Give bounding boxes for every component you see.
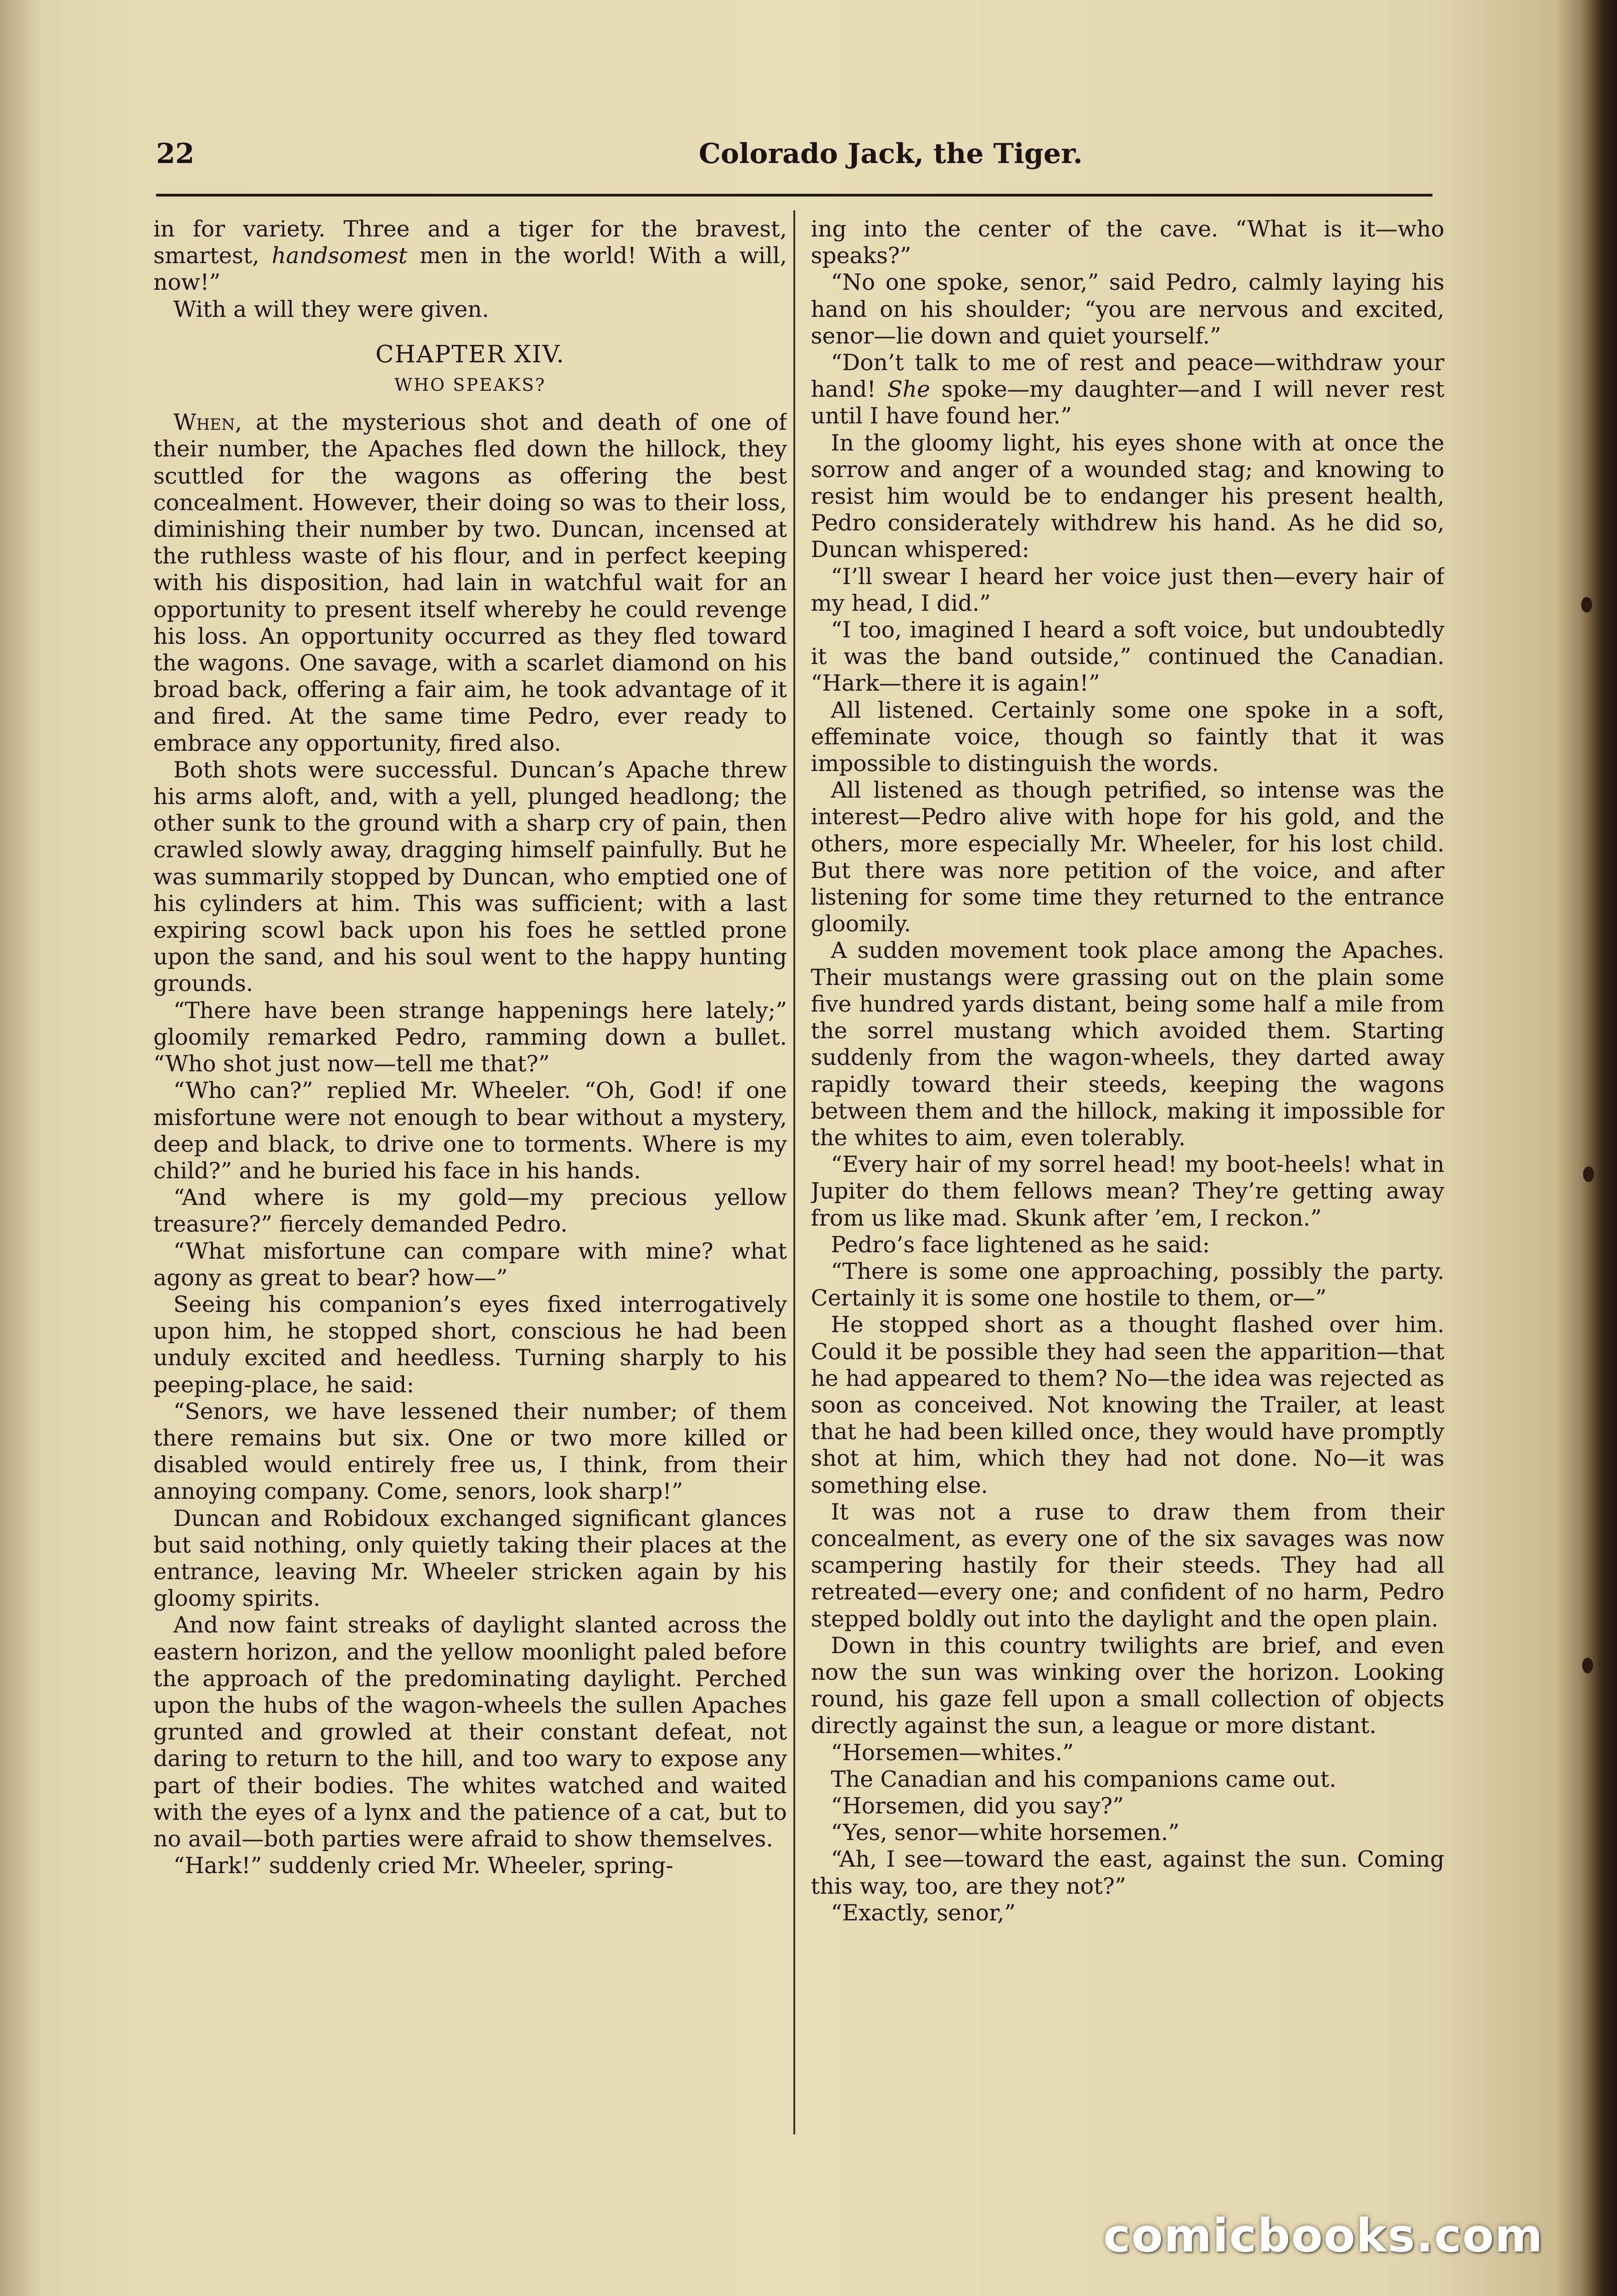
header-rule bbox=[156, 194, 1432, 197]
paragraph: It was not a ruse to draw them from their concealment, as every one of the six savages was now scampering hastily for their steeds. They had all retreated—every one; and confident of no harm, Pedro stepped boldly out into the daylight and the open plain. bbox=[811, 1499, 1444, 1632]
binding-hole bbox=[1583, 1166, 1594, 1182]
paragraph: “Horsemen—whites.” bbox=[831, 1739, 1074, 1766]
paragraph: “I’ll swear I heard her voice just then—every hair of my head, I did.” bbox=[811, 563, 1444, 616]
chapter-title: CHAPTER XIV. bbox=[375, 340, 565, 368]
paragraph: “Senors, we have lessened their number; of them there remains but six. One or two more killed or disabled would entirely free us, I think, from their annoying company. Come, senors, look sharp!” bbox=[153, 1398, 787, 1505]
paragraph: “Every hair of my sorrel head! my boot-heels! what in Jupiter do them fellows mean? They’re getting away from us like mad. Skunk after ’em, I reckon.” bbox=[811, 1152, 1444, 1231]
paragraph: “And where is my gold—my precious yellow treasure?” fiercely demanded Pedro. bbox=[153, 1185, 787, 1238]
paragraph: “There is some one approaching, possibly the party. Certainly it is some one hostile to them, or—” bbox=[811, 1258, 1444, 1311]
paragraph: “No one spoke, senor,” said Pedro, calmly laying his hand on his shoulder; “you are nervous and excited, senor—lie down and quiet yourself.” bbox=[811, 270, 1444, 349]
chapter-subtitle: WHO SPEAKS? bbox=[394, 375, 546, 395]
binding-hole bbox=[1582, 1658, 1593, 1673]
right-column bbox=[811, 216, 1444, 2135]
paragraph: Seeing his companion’s eyes fixed interrogatively upon him, he stopped short, conscious he had been unduly excited and heedless. Turning sharply to his peeping-place, he said: bbox=[153, 1291, 787, 1398]
paragraph: The Canadian and his companions came out. bbox=[831, 1766, 1336, 1792]
paragraph: “I too, imagined I heard a soft voice, but undoubtedly it was the band outside,” continued the Canadian. “Hark—there it is again!” bbox=[811, 617, 1444, 697]
paragraph: When, at the mysterious shot and death of one of their number, the Apaches fled down the hillock, they scuttled for the wagons as offering the best concealment. However, their doing so was to their loss, diminishing their number by two. Duncan, incensed at the ruthless waste of his flour, and in perfect keeping with his disposition, had lain in watchful wait for an opportunity to present itself whereby he could revenge his loss. An opportunity occurred as they fled toward the wagons. One savage, with a scarlet diamond on his broad back, offering a fair aim, he took advantage of it and fired. At the same time Pedro, ever ready to embrace any opportunity, fired also. bbox=[153, 410, 787, 756]
paragraph: He stopped short as a thought flashed over him. Could it be possible they had seen the apparition—that he had appeared to them? No—the idea was rejected as soon as conceived. Not knowing the Trailer, at least that he had been killed once, they would have promptly shot at him, which they had not done. No—it was something else. bbox=[811, 1312, 1444, 1498]
paragraph: With a will they were given. bbox=[173, 296, 489, 322]
left-column bbox=[153, 216, 787, 2135]
paragraph: “Yes, senor—white horsemen.” bbox=[831, 1820, 1179, 1846]
paragraph: Down in this country twilights are brief, and even now the sun was winking over the horizon. Looking round, his gaze fell upon a small collection of objects directly against the sun, a league or more distant. bbox=[811, 1632, 1444, 1739]
paragraph: A sudden movement took place among the Apaches. Their mustangs were grassing out on the plain some five hundred yards distant, being some half a mile from the sorrel mustang which avoided them. Starting suddenly from the wagon-wheels, they darted away rapidly toward their steeds, keeping the wagons between them and the hillock, making it impossible for the whites to aim, even tolerably. bbox=[811, 938, 1444, 1151]
paragraph: Both shots were successful. Duncan’s Apache threw his arms aloft, and, with a yell, plunged headlong; the other sunk to the ground with a sharp cry of pain, then crawled slowly away, dragging himself painfully. But he was summarily stopped by Duncan, who emptied one of his cylinders at him. This was sufficient; with a last expiring scowl back upon his foes he settled prone upon the sand, and his soul went to the happy hunting grounds. bbox=[153, 757, 787, 997]
paragraph: In the gloomy light, his eyes shone with at once the sorrow and anger of a wounded stag; and knowing to resist him would be to endanger his present health, Pedro considerately withdrew his hand. As he did so, Duncan whispered: bbox=[811, 430, 1444, 563]
paragraph: “There have been strange happenings here lately;” gloomily remarked Pedro, ramming down a bullet. “Who shot just now—tell me that?” bbox=[153, 997, 787, 1077]
paragraph: Pedro’s face lightened as he said: bbox=[831, 1232, 1210, 1258]
column-divider bbox=[793, 210, 795, 2134]
paragraph: All listened. Certainly some one spoke in a soft, effeminate voice, though so faintly that it was impossible to distinguish the words. bbox=[811, 697, 1444, 777]
page-spine-edge bbox=[1557, 0, 1617, 2296]
paragraph: “Hark!” suddenly cried Mr. Wheeler, spring- bbox=[173, 1853, 674, 1879]
paragraph: All listened as though petrified, so intense was the interest—Pedro alive with hope for his gold, and the others, more especially Mr. Wheeler, for his lost child. But there was nore petition of the voice, and after listening for some time they returned to the entrance gloomily. bbox=[811, 777, 1444, 937]
binding-hole bbox=[1581, 597, 1592, 613]
site-watermark: comicbooks.com bbox=[1103, 2209, 1544, 2262]
paragraph: “Ah, I see—toward the east, against the sun. Coming this way, too, are they not?” bbox=[811, 1846, 1444, 1899]
page-number: 22 bbox=[156, 138, 195, 170]
paragraph: “What misfortune can compare with mine? what agony as great to bear? how—” bbox=[153, 1238, 787, 1291]
paragraph: “Horsemen, did you say?” bbox=[831, 1793, 1124, 1819]
paragraph: Duncan and Robidoux exchanged significant glances but said nothing, only quietly taking their places at the entrance, leaving Mr. Wheeler stricken again by his gloomy spirits. bbox=[153, 1505, 787, 1612]
paragraph: And now faint streaks of daylight slanted across the eastern horizon, and the yellow moonlight paled before the approach of the predominating daylight. Perched upon the hubs of the wagon-wheels the sullen Apaches grunted and growled at their constant defeat, not daring to return to the hill, and too wary to expose any part of their bodies. The whites watched and waited with the eyes of a lynx and the patience of a cat, but to no avail—both parties were afraid to show themselves. bbox=[153, 1612, 787, 1852]
paragraph: “Who can?” replied Mr. Wheeler. “Oh, God! if one misfortune were not enough to bear without a mystery, deep and black, to drive one to torments. Where is my child?” and he buried his face in his hands. bbox=[153, 1078, 787, 1184]
running-head-title: Colorado Jack, the Tiger. bbox=[698, 138, 1083, 170]
paragraph: “Don’t talk to me of rest and peace—withdraw your hand! She spoke—my daughter—and I will never rest until I have found her.” bbox=[811, 350, 1444, 429]
paragraph: ing into the center of the cave. “What is it—who speaks?” bbox=[811, 216, 1444, 269]
paragraph: in for variety. Three and a tiger for the bravest, smartest, handsomest men in the world! With a will, now!” bbox=[153, 216, 787, 296]
paragraph: “Exactly, senor,” bbox=[831, 1900, 1016, 1926]
